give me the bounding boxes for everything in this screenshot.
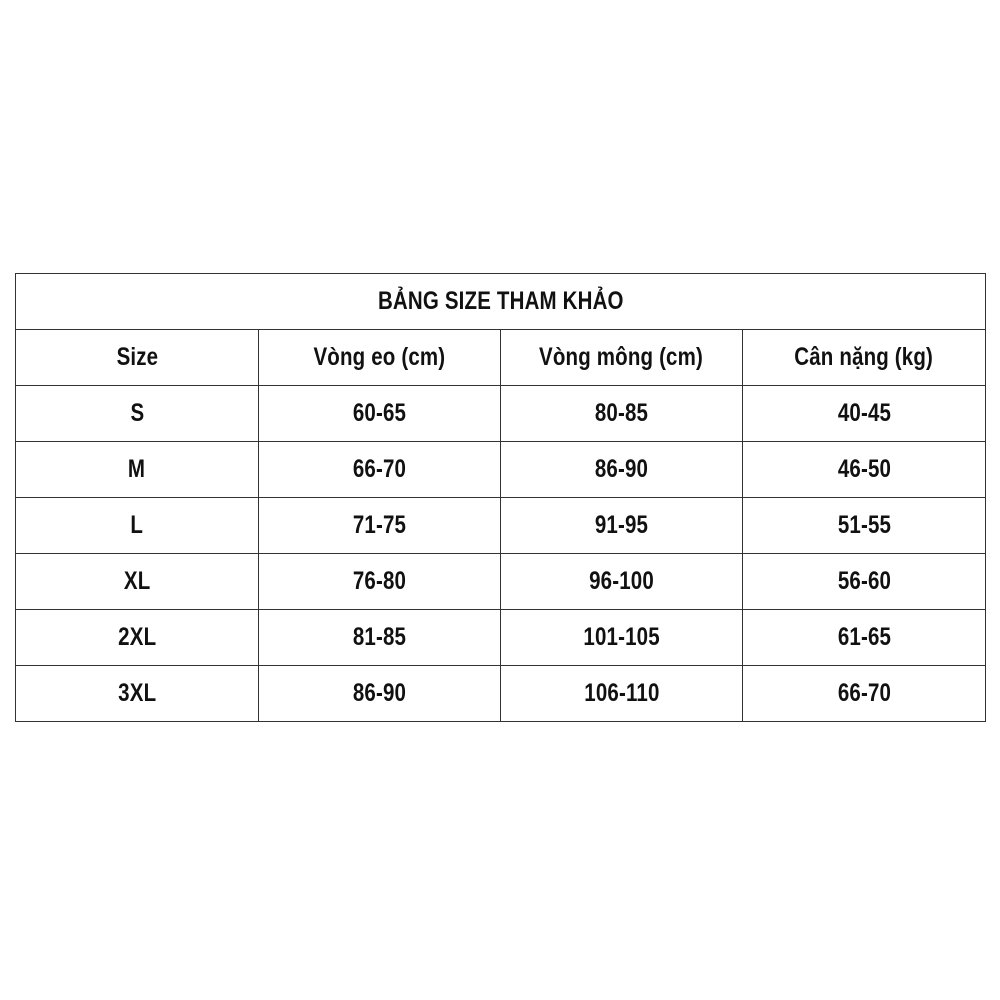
table-header-row [16,330,986,386]
cell-hip: 80-85 [501,386,743,442]
cell-size: 3XL [16,666,259,722]
cell-size: M [16,442,259,498]
cell-size: S [16,386,259,442]
cell-weight: 46-50 [743,442,986,498]
table-title-text: BẢNG SIZE THAM KHẢO [377,287,624,315]
table-title [16,274,986,330]
table-row [16,554,986,610]
cell-waist: 86-90 [259,666,501,722]
table-row [16,442,986,498]
header-hip: Vòng mông (cm) [501,330,743,386]
table-row [16,610,986,666]
cell-weight: 66-70 [743,666,986,722]
cell-hip: 96-100 [501,554,743,610]
table-title-row [16,274,986,330]
cell-waist: 71-75 [259,498,501,554]
cell-waist: 81-85 [259,610,501,666]
cell-size: L [16,498,259,554]
cell-hip: 106-110 [501,666,743,722]
size-chart-table [15,273,986,722]
cell-hip: 86-90 [501,442,743,498]
table-row [16,666,986,722]
header-size: Size [16,330,259,386]
table-row [16,498,986,554]
cell-waist: 76-80 [259,554,501,610]
cell-size: 2XL [16,610,259,666]
cell-weight: 56-60 [743,554,986,610]
cell-hip: 91-95 [501,498,743,554]
cell-weight: 61-65 [743,610,986,666]
cell-hip: 101-105 [501,610,743,666]
cell-size: XL [16,554,259,610]
cell-waist: 60-65 [259,386,501,442]
cell-weight: 51-55 [743,498,986,554]
header-waist: Vòng eo (cm) [259,330,501,386]
header-weight: Cân nặng (kg) [743,330,986,386]
cell-weight: 40-45 [743,386,986,442]
table-row [16,386,986,442]
cell-waist: 66-70 [259,442,501,498]
